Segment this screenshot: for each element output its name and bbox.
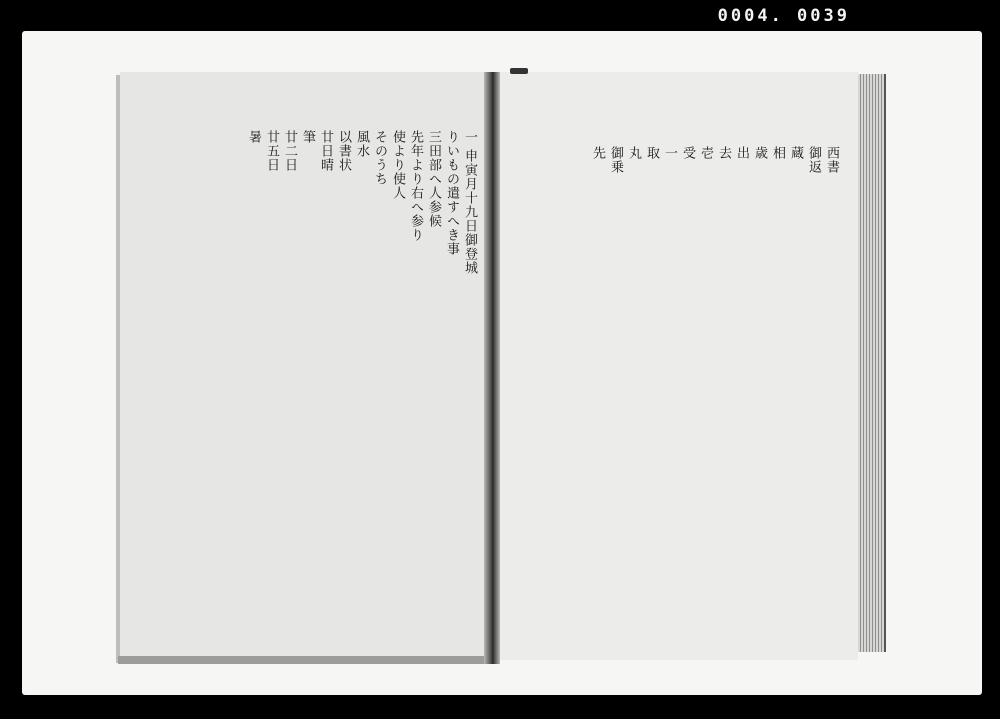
text-column: 風水 — [354, 130, 369, 158]
text-column: 西書 — [824, 146, 839, 174]
left-page-edge — [118, 656, 494, 664]
text-column: 先年より右へ参り — [408, 130, 423, 242]
text-column: 御乗 — [608, 146, 623, 174]
page-stack-edge — [858, 74, 886, 652]
left-page-text — [138, 130, 478, 650]
text-column: 一 — [662, 146, 677, 160]
text-column: 歳 — [752, 146, 767, 160]
text-column: 三田部へ人参候 — [426, 130, 441, 228]
text-column: 受 — [680, 146, 695, 160]
text-column: 御返 — [806, 146, 821, 174]
text-column: 先 — [590, 146, 605, 160]
text-column: 廿日晴 — [318, 130, 333, 172]
binding-tab — [510, 68, 528, 74]
text-column: そのうち — [372, 130, 387, 186]
text-column: 出 — [734, 146, 749, 160]
right-page-text — [540, 146, 840, 646]
text-column: 丸 — [626, 146, 641, 160]
text-column: 壱 — [698, 146, 713, 160]
text-column: 暑 — [246, 130, 261, 144]
text-column: 廿二日 — [282, 130, 297, 172]
text-column: 筆 — [300, 130, 315, 144]
frame-number: 0004. 0039 — [717, 6, 850, 26]
book-gutter — [484, 72, 500, 664]
text-column: 相 — [770, 146, 785, 160]
text-column: 蔵 — [788, 146, 803, 160]
text-column: 一 申寅月十九日御登城 — [462, 130, 477, 276]
text-column: 廿五日 — [264, 130, 279, 172]
text-column: りいもの遣すへき事 — [444, 130, 459, 256]
text-column: 使より使人 — [390, 130, 405, 200]
text-column: 去 — [716, 146, 731, 160]
text-column: 以書状 — [336, 130, 351, 172]
text-column: 取 — [644, 146, 659, 160]
